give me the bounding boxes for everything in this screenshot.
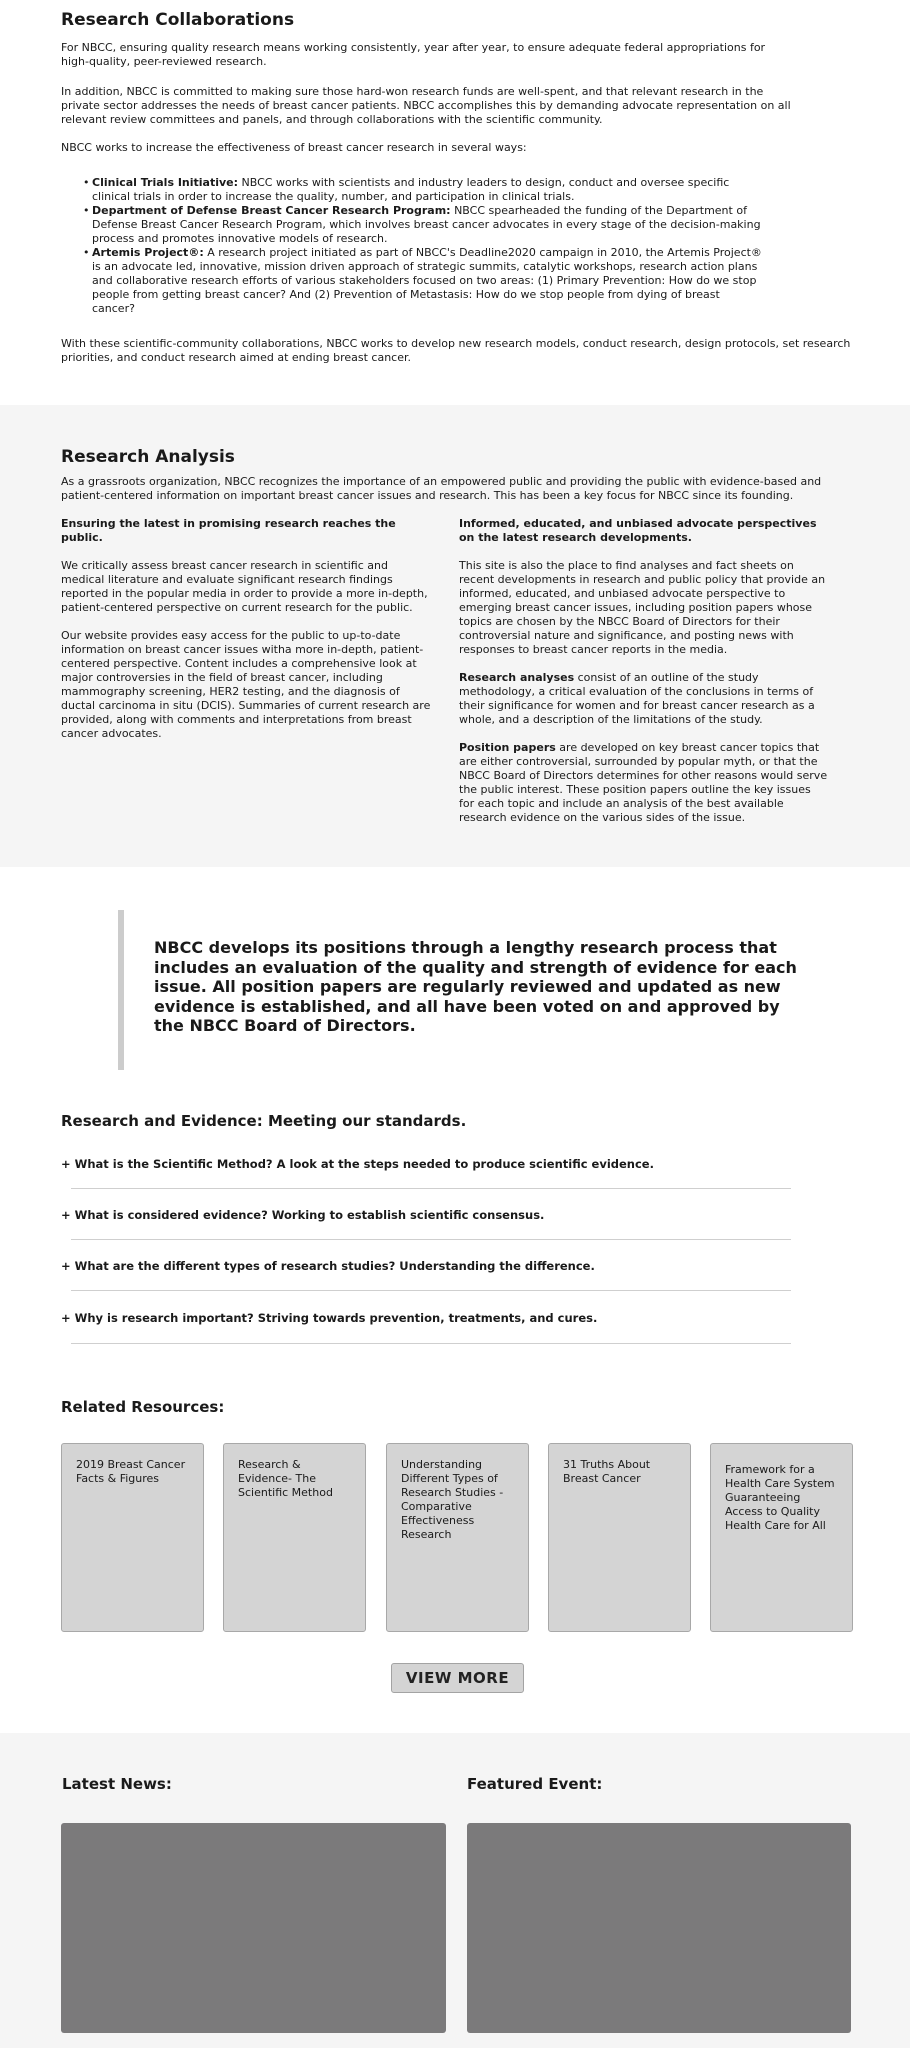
research-analysis-title: Research Analysis: [61, 447, 235, 467]
analysis-left-heading: Ensuring the latest in promising research reaches the public.: [61, 517, 396, 544]
analysis-right-heading: Informed, educated, and unbiased advocate perspectives on the latest research developments.: [459, 517, 817, 544]
view-more-button[interactable]: VIEW MORE: [391, 1663, 524, 1693]
accordion-item-importance[interactable]: [61, 1311, 791, 1325]
accordion-divider: [71, 1343, 791, 1344]
resource-card-facts-figures[interactable]: 2019 Breast Cancer Facts & Figures: [61, 1443, 204, 1632]
collab-paragraph-3: NBCC works to increase the effectiveness of breast cancer research in several ways:: [61, 141, 527, 154]
accordion-question[interactable]: + Why is research important? Striving towards prevention, treatments, and cures.: [61, 1311, 598, 1325]
analysis-left-column: [61, 517, 431, 741]
related-resources-title: Related Resources:: [61, 1398, 225, 1416]
research-analysis-section: [0, 405, 910, 867]
latest-news-image-placeholder[interactable]: [61, 1823, 446, 2033]
accordion-item-study-types[interactable]: [61, 1259, 791, 1273]
accordion-divider: [71, 1188, 791, 1189]
analysis-intro: As a grassroots organization, NBCC recognizes the importance of an empowered public and providing the public with evidence-based and patient-centered information on important breast cancer issues and research. This has been a key focus for NBCC since its founding.: [61, 475, 822, 502]
analysis-right-paragraph-3: Position papers are developed on key breast cancer topics that are either controversial, surrounded by popular myth, or that the NBCC Board of Directors determines for other reasons would serve the public interest. These position papers outline the key issues for each topic and include an analysis of the best available research evidence on the various sides of the issue.: [459, 741, 828, 824]
evidence-section-title: Research and Evidence: Meeting our standards.: [61, 1112, 467, 1130]
accordion-question[interactable]: + What are the different types of research studies? Understanding the difference.: [61, 1259, 595, 1273]
collab-paragraph-4: With these scientific-community collaborations, NBCC works to develop new research models, conduct research, design protocols, set research priorities, and conduct research aimed at ending breast cancer.: [61, 337, 851, 364]
collab-initiatives-list: [92, 176, 762, 316]
position-blockquote: [118, 910, 808, 1070]
resource-card-31-truths[interactable]: 31 Truths About Breast Cancer: [548, 1443, 691, 1632]
list-item: • Clinical Trials Initiative: NBCC works with scientists and industry leaders to design, conduct and oversee specific clinical trials in order to increase the quality, number, and participation in clinical trials.: [92, 176, 762, 204]
analysis-right-paragraph-1: This site is also the place to find analyses and fact sheets on recent developments in research and public policy that provide an informed, educated, and unbiased advocate perspective to emerging breast cancer issues, including position papers whose topics are chosen by the NBCC Board of Directors for their controversial nature and significance, and posting news with responses to breast cancer reports in the media.: [459, 559, 826, 656]
collab-paragraph-2: In addition, NBCC is committed to making sure those hard-won research funds are well-spent, and that relevant research in the private sector addresses the needs of breast cancer patients. NBCC accomplishes this by demanding advocate representation on all relevant review committees and panels, and through collaborations with the scientific community.: [61, 85, 791, 126]
analysis-right-paragraph-2: Research analyses consist of an outline of the study methodology, a critical evaluation of the conclusions in terms of their significance for women and for breast cancer research as a whole, and a description of the limitations of the study.: [459, 671, 815, 726]
resource-card-study-types[interactable]: Understanding Different Types of Research Studies - Comparative Effectiveness Research: [386, 1443, 529, 1632]
analysis-left-paragraph-1: We critically assess breast cancer research in scientific and medical literature and evaluate significant research findings reported in the popular media in order to provide a more in-depth, patient-centered perspective on current research for the public.: [61, 559, 428, 614]
accordion-item-scientific-method[interactable]: [61, 1157, 791, 1171]
analysis-right-column: [459, 517, 829, 825]
list-item: • Department of Defense Breast Cancer Research Program: NBCC spearheaded the funding of the Department of Defense Breast Cancer Research Program, which involves breast cancer advocates in every stage of the decision-making process and promotes innovative models of research.: [92, 204, 762, 246]
latest-news-title: Latest News:: [62, 1775, 172, 1793]
accordion-question[interactable]: + What is the Scientific Method? A look at the steps needed to produce scientific evidence.: [61, 1157, 654, 1171]
research-collaborations-section: [0, 0, 910, 405]
blockquote-text: NBCC develops its positions through a lengthy research process that includes an evaluation of the quality and strength of evidence for each issue. All position papers are regularly reviewed and updated as new evidence is established, and all have been voted on and approved by the NBCC Board of Directors.: [154, 938, 797, 1035]
list-item: • Artemis Project®: A research project initiated as part of NBCC's Deadline2020 campaign in 2010, the Artemis Project® is an advocate led, innovative, mission driven approach of strategic summits, catalytic workshops, research action plans and collaborative research efforts of various stakeholders focused on two areas: (1) Primary Prevention: How do we stop people from getting breast cancer? And (2) Prevention of Metastasis: How do we stop people from dying of breast cancer?: [92, 246, 762, 316]
featured-event-image-placeholder[interactable]: [467, 1823, 851, 2033]
accordion-divider: [71, 1290, 791, 1291]
accordion-divider: [71, 1239, 791, 1240]
resource-card-health-care-framework[interactable]: Framework for a Health Care System Guaranteeing Access to Quality Health Care for All: [710, 1443, 853, 1632]
accordion-item-evidence[interactable]: [61, 1208, 791, 1222]
featured-event-title: Featured Event:: [467, 1775, 603, 1793]
research-collaborations-title: Research Collaborations: [61, 10, 295, 30]
accordion-question[interactable]: + What is considered evidence? Working to establish scientific consensus.: [61, 1208, 545, 1222]
resource-card-scientific-method[interactable]: Research & Evidence- The Scientific Method: [223, 1443, 366, 1632]
collab-paragraph-1: For NBCC, ensuring quality research means working consistently, year after year, to ensure adequate federal appropriations for high-quality, peer-reviewed research.: [61, 41, 766, 68]
news-events-section: [0, 1733, 910, 2048]
analysis-left-paragraph-2: Our website provides easy access for the public to up-to-date information on breast cancer issues witha more in-depth, patient-centered perspective. Content includes a comprehensive look at major controversies in the field of breast cancer, including mammography screening, HER2 testing, and the diagnosis of ductal carcinoma in situ (DCIS). Summaries of current research are provided, along with comments and interpretations from breast cancer advocates.: [61, 629, 431, 740]
